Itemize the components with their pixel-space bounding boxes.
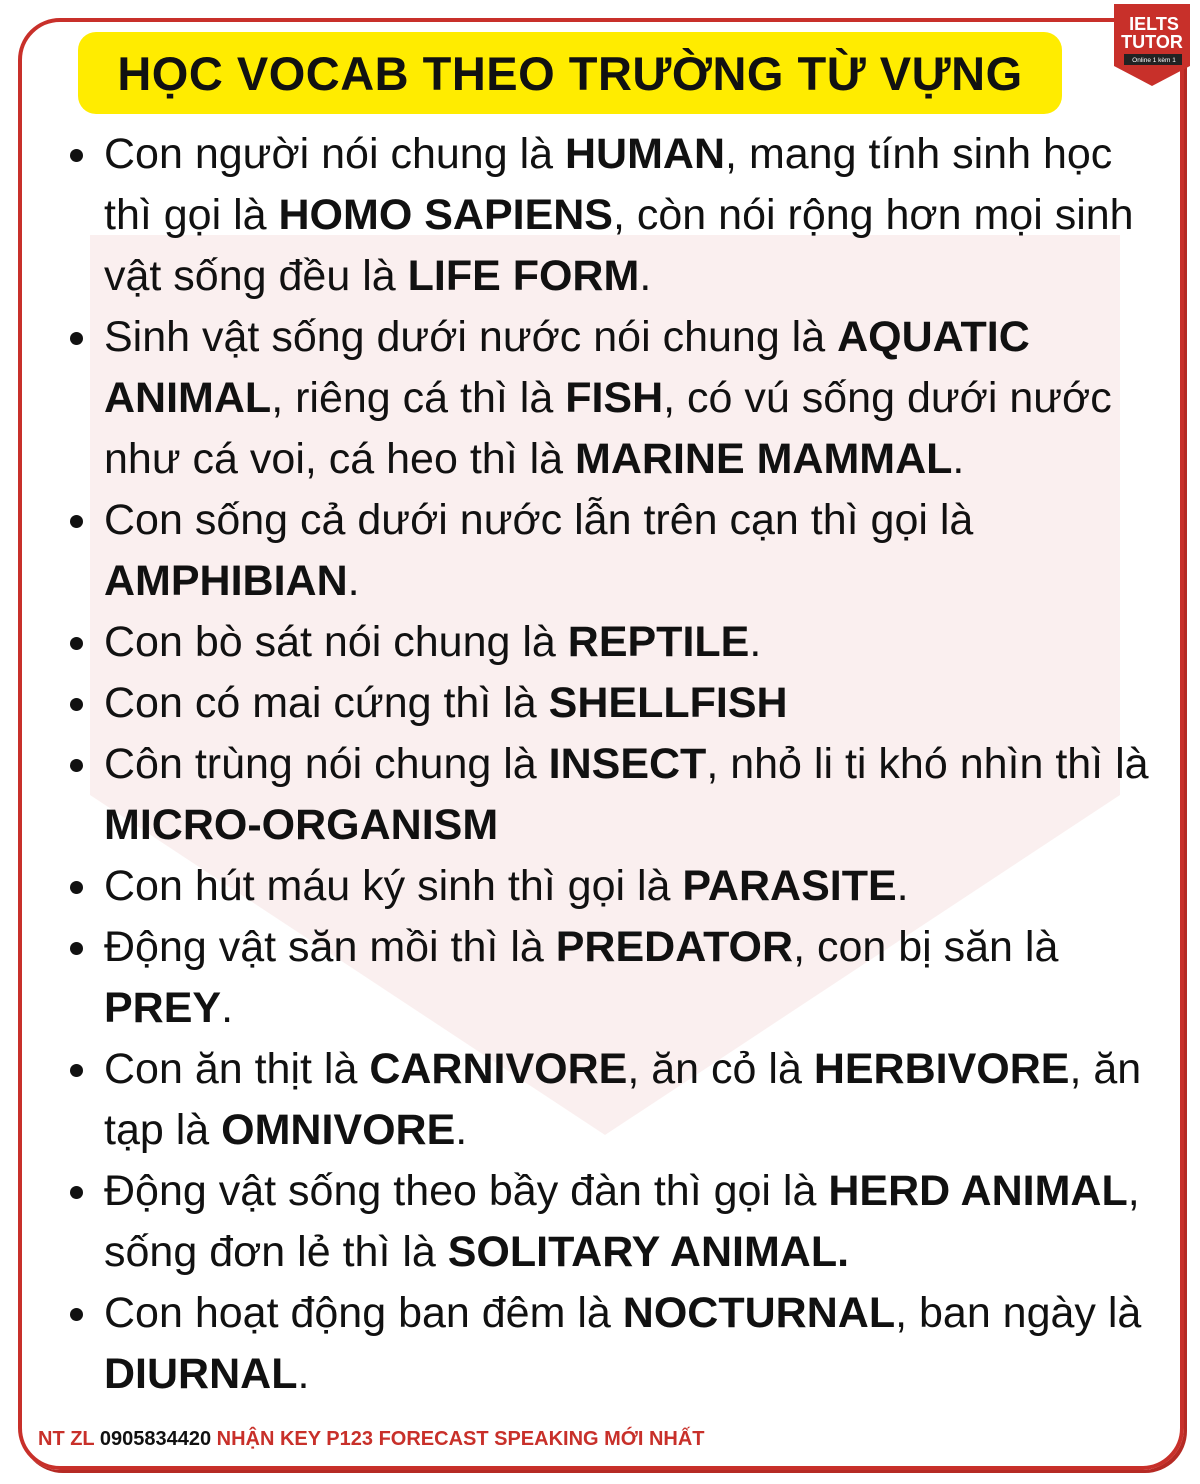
vocab-term: DIURNAL bbox=[104, 1350, 298, 1398]
vocab-term: CARNIVORE bbox=[369, 1045, 628, 1093]
vocab-list bbox=[60, 124, 1160, 1405]
footer-promo bbox=[38, 1428, 705, 1451]
item-text: . bbox=[455, 1106, 468, 1154]
title-banner bbox=[78, 32, 1062, 114]
item-text: , có vú sống dưới nước như cá voi, cá heo thì là bbox=[104, 374, 1112, 483]
list-item bbox=[60, 612, 1160, 673]
vocab-term: HERD ANIMAL bbox=[828, 1167, 1128, 1215]
item-text: , con bị săn là bbox=[793, 923, 1059, 971]
vocab-term: HERBIVORE bbox=[813, 1045, 1070, 1093]
svg-text:Online 1 kèm 1: Online 1 kèm 1 bbox=[1132, 57, 1176, 64]
vocab-term: MARINE MAMMAL bbox=[575, 435, 953, 483]
item-text: . bbox=[749, 618, 762, 666]
item-text: Con sống cả dưới nước lẫn trên cạn thì gọi là bbox=[104, 496, 974, 544]
item-text: , mang tính sinh học thì gọi là bbox=[104, 130, 1113, 239]
vocab-term: OMNIVORE bbox=[221, 1106, 456, 1154]
item-text: Con có mai cứng thì là bbox=[104, 679, 549, 727]
item-text: . bbox=[639, 252, 652, 300]
item-text: . bbox=[221, 984, 234, 1032]
list-item bbox=[60, 734, 1160, 856]
vocab-term: HUMAN bbox=[565, 130, 726, 178]
list-item bbox=[60, 1161, 1160, 1283]
footer-text: NHẬN KEY P123 FORECAST SPEAKING MỚI NHẤT bbox=[211, 1428, 705, 1450]
item-text: . bbox=[952, 435, 965, 483]
item-text: , ban ngày là bbox=[895, 1289, 1142, 1337]
item-text: , riêng cá thì là bbox=[271, 374, 566, 422]
item-text: Sinh vật sống dưới nước nói chung là bbox=[104, 313, 838, 361]
svg-text:TUTOR: TUTOR bbox=[1121, 32, 1183, 52]
vocab-term: INSECT bbox=[548, 740, 707, 788]
list-item bbox=[60, 673, 1160, 734]
vocab-term: AQUATIC ANIMAL bbox=[104, 313, 1030, 422]
list-item bbox=[60, 490, 1160, 612]
vocab-term: PARASITE bbox=[682, 862, 897, 910]
vocab-term: HOMO SAPIENS bbox=[278, 191, 613, 239]
list-item bbox=[60, 1039, 1160, 1161]
item-text: Con người nói chung là bbox=[104, 130, 565, 178]
item-text: , ăn tạp là bbox=[104, 1045, 1142, 1154]
vocab-term: LIFE FORM bbox=[407, 252, 640, 300]
item-text: Con hoạt động ban đêm là bbox=[104, 1289, 623, 1337]
item-text: , nhỏ li ti khó nhìn thì là bbox=[706, 740, 1149, 788]
vocab-term: PREY bbox=[104, 984, 222, 1032]
vocab-term: NOCTURNAL bbox=[622, 1289, 896, 1337]
item-text: Côn trùng nói chung là bbox=[104, 740, 549, 788]
list-item bbox=[60, 856, 1160, 917]
item-text: Động vật sống theo bầy đàn thì gọi là bbox=[104, 1167, 829, 1215]
vocab-term: REPTILE bbox=[567, 618, 750, 666]
item-text: . bbox=[347, 557, 360, 605]
page-title: HỌC VOCAB THEO TRƯỜNG TỪ VỰNG bbox=[117, 46, 1023, 100]
list-item bbox=[60, 124, 1160, 307]
item-text: Con bò sát nói chung là bbox=[104, 618, 568, 666]
vocab-term: AMPHIBIAN bbox=[104, 557, 348, 605]
item-text: . bbox=[896, 862, 909, 910]
item-text: Động vật săn mồi thì là bbox=[104, 923, 556, 971]
item-text: , ăn cỏ là bbox=[627, 1045, 814, 1093]
vocab-term: MICRO-ORGANISM bbox=[104, 801, 499, 849]
vocab-term: FISH bbox=[565, 374, 664, 422]
item-text: , sống đơn lẻ thì là bbox=[104, 1167, 1140, 1276]
item-text: , còn nói rộng hơn mọi sinh vật sống đều là bbox=[104, 191, 1134, 300]
list-item bbox=[60, 307, 1160, 490]
vocab-term: SHELLFISH bbox=[548, 679, 788, 727]
list-item bbox=[60, 917, 1160, 1039]
vocab-term: PREDATOR bbox=[555, 923, 794, 971]
svg-text:IELTS: IELTS bbox=[1129, 14, 1179, 34]
ielts-tutor-logo bbox=[1114, 4, 1190, 86]
item-text: Con ăn thịt là bbox=[104, 1045, 370, 1093]
footer-phone: 0905834420 bbox=[99, 1428, 212, 1450]
item-text: . bbox=[297, 1350, 310, 1398]
footer-prefix: NT ZL bbox=[38, 1428, 100, 1450]
item-text: Con hút máu ký sinh thì gọi là bbox=[104, 862, 683, 910]
vocab-term: SOLITARY ANIMAL. bbox=[447, 1228, 850, 1276]
list-item bbox=[60, 1283, 1160, 1405]
